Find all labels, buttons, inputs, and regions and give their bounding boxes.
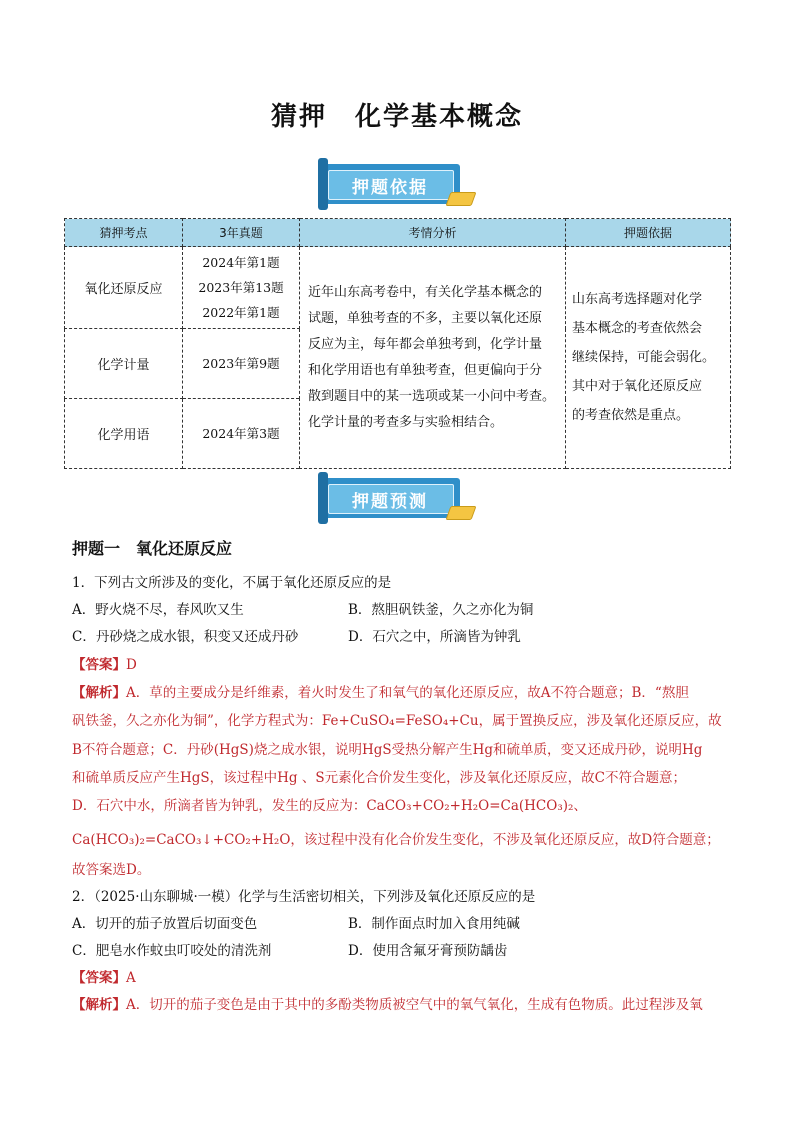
q2-stem: 2．（2025·山东聊城·一模）化学与生活密切相关，下列涉及氧化还原反应的是 bbox=[72, 889, 536, 905]
years-cell: 2024年第3题 bbox=[183, 399, 300, 469]
q1-analysis-line: 故答案选D。 bbox=[72, 862, 151, 878]
q1-answer bbox=[72, 653, 137, 673]
q1-analysis-line: 矾铁釜，久之亦化为铜”，化学方程式为：Fe+CuSO₄=FeSO₄+Cu，属于置换反应，涉及氧化还原反应，故 bbox=[72, 713, 722, 729]
analysis-label: 【解析】 bbox=[72, 685, 126, 701]
exam-analysis-table bbox=[64, 218, 731, 469]
answer-label: 【答案】 bbox=[72, 657, 126, 673]
q1-analysis-line: D．石穴中水，所滴者皆为钟乳，发生的反应为：CaCO₃+CO₂+H₂O=Ca(HCO₃)₂、 bbox=[72, 798, 587, 814]
banner-forecast bbox=[318, 470, 474, 524]
q1-stem: 1．下列古文所涉及的变化，不属于氧化还原反应的是 bbox=[72, 575, 392, 591]
q1-option-a: A．野火烧不尽，春风吹又生 bbox=[72, 602, 244, 618]
q1-analysis-line: B不符合题意；C．丹砂(HgS)烧之成水银，说明HgS受热分解产生Hg和硫单质，变又还成丹砂，说明Hg bbox=[72, 742, 703, 758]
answer-label: 【答案】 bbox=[72, 970, 126, 986]
q2-answer bbox=[72, 966, 136, 986]
banner-forecast-label: 押题预测 bbox=[352, 492, 428, 512]
q1-analysis-line: 【解析】A．草的主要成分是纤维素，着火时发生了和氧气的氧化还原反应，故A不符合题意；B．“熬胆 bbox=[72, 685, 689, 701]
years-cell: 2023年第9题 bbox=[183, 329, 300, 399]
topic-cell: 氧化还原反应 bbox=[65, 247, 183, 329]
table-row bbox=[65, 247, 731, 329]
topic-cell: 化学用语 bbox=[65, 399, 183, 469]
basis-cell: 山东高考选择题对化学 基本概念的考查依然会 继续保持，可能会弱化。 其中对于氧化还原反应 的考查依然是重点。 bbox=[566, 247, 731, 469]
table-header-row bbox=[65, 219, 731, 247]
table-header: 猜押考点 bbox=[65, 219, 183, 247]
table-header: 3年真题 bbox=[183, 219, 300, 247]
q2-option-c: C．肥皂水作蚊虫叮咬处的清洗剂 bbox=[72, 943, 272, 959]
answer-value: D bbox=[126, 657, 137, 673]
q2-option-d: D．使用含氟牙膏预防龋齿 bbox=[348, 943, 508, 959]
q1-option-c: C．丹砂烧之成水银，积变又还成丹砂 bbox=[72, 629, 299, 645]
years-cell: 2024年第1题 2023年第13题 2022年第1题 bbox=[183, 247, 300, 329]
q1-option-b: B．熬胆矾铁釜，久之亦化为铜 bbox=[348, 602, 534, 618]
q1-analysis-line: Ca(HCO₃)₂=CaCO₃↓+CO₂+H₂O，该过程中没有化合价发生变化，不涉及氧化还原反应，故D符合题意； bbox=[72, 832, 720, 848]
banner-basis bbox=[318, 156, 474, 210]
analysis-cell: 近年山东高考卷中，有关化学基本概念的 试题，单独考查的不多，主要以氧化还原 反应为主，每年都会单独考到，化学计量 和化学用语也有单独考查，但更偏向于分 散到题目中的某一选项或某一小问中考查。 化学计量的考查多与实验相结合。 bbox=[300, 247, 566, 469]
q1-option-d: D．石穴之中，所滴皆为钟乳 bbox=[348, 629, 521, 645]
q2-option-b: B．制作面点时加入食用纯碱 bbox=[348, 916, 520, 932]
topic-cell: 化学计量 bbox=[65, 329, 183, 399]
banner-basis-label: 押题依据 bbox=[352, 178, 428, 198]
q2-analysis-line: 【解析】A．切开的茄子变色是由于其中的多酚类物质被空气中的氧气氧化，生成有色物质。此过程涉及氧 bbox=[72, 997, 703, 1013]
analysis-label: 【解析】 bbox=[72, 997, 126, 1013]
table-header: 押题依据 bbox=[566, 219, 731, 247]
section-heading: 押题一 氧化还原反应 bbox=[72, 539, 233, 558]
q2-option-a: A．切开的茄子放置后切面变色 bbox=[72, 916, 258, 932]
table-header: 考情分析 bbox=[300, 219, 566, 247]
page-title: 猜押 化学基本概念 bbox=[270, 102, 523, 132]
answer-value: A bbox=[126, 970, 136, 986]
q1-analysis-line: 和硫单质反应产生HgS，该过程中Hg 、S元素化合价发生变化，涉及氧化还原反应，故C不符合题意； bbox=[72, 770, 686, 786]
